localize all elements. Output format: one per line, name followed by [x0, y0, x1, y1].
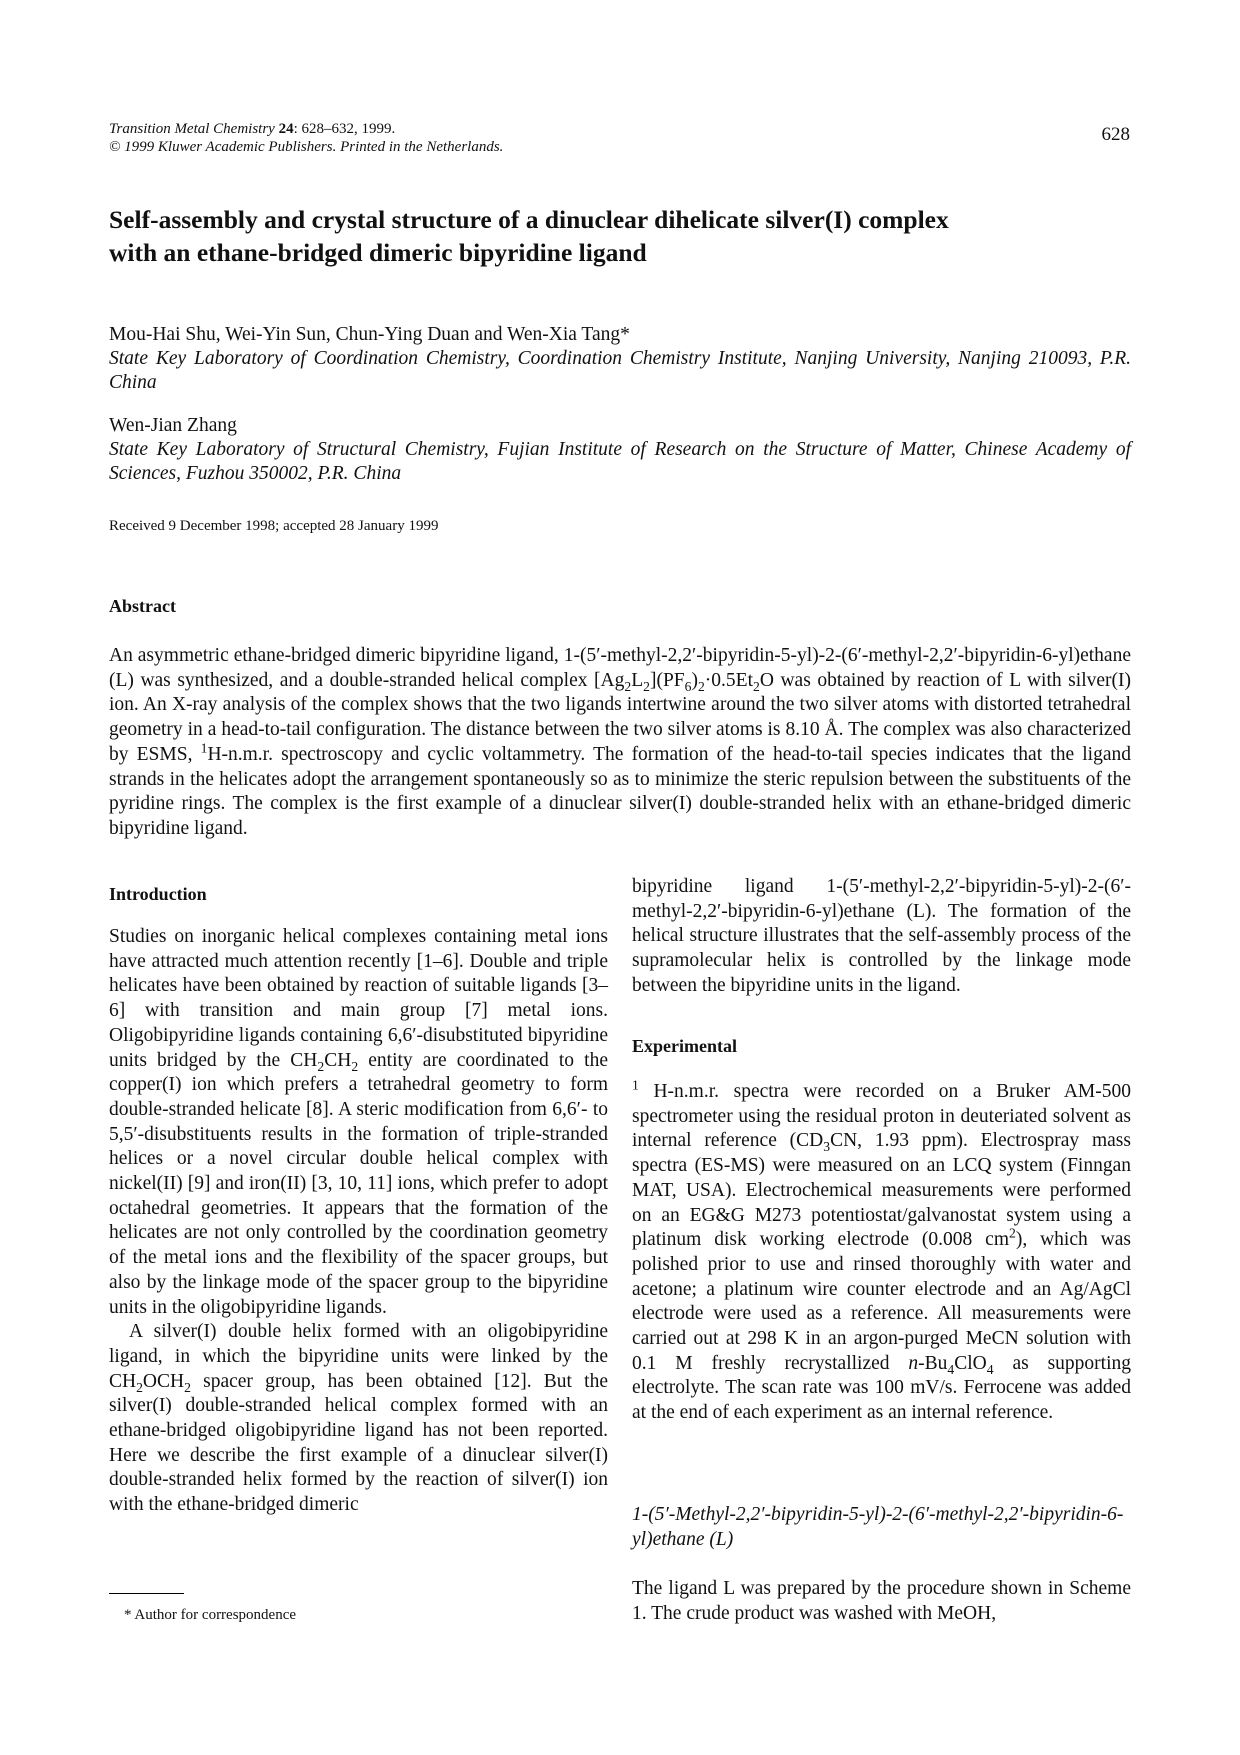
abstract-text: An asymmetric ethane-bridged dimeric bipyridine ligand, 1-(5′-methyl-2,2′-bipyridin-5-yl)-2-(6′-methyl-2,2′-bipyridin-6-yl)ethane (L) was synthesized, and a double-stranded helical complex $[Ag_2L_2](PF_6)_2\cdot 0.5Et_2O$ was obtained by reaction of L with silver(I) ion. An X-ray analysis of the complex shows that the two ligands intertwine around the two silver atoms with distorted tetrahedral geometry in a head-to-tail configuration. The distance between the two silver atoms is 8.10 Å. The complex was also characterized by ESMS, $^1$H-n.m.r. spectroscopy and cyclic voltammetry. The formation of the head-to-tail species indicates that the ligand strands in the helicates adopt the arrangement spontaneously so as to minimize the steric repulsion between the substituents of the pyridine rings. The complex is the first example of a dinuclear silver(I) double-stranded helix with an ethane-bridged dimeric bipyridine ligand.	[109, 645, 1131, 839]
intro-paragraph-1: Studies on inorganic helical complexes containing metal ions have attracted much attention recently [1–6]. Double and triple helicates have been obtained by reaction of suitable ligands [3–6] with transition and main group [7] metal ions. Oligobipyridine ligands containing 6,6′-disubstituted bipyridine units bridged by the $CH_2CH_2$ entity are coordinated to the copper(I) ion which prefers a tetrahedral geometry to form double-stranded helicate [8]. A steric modification from 6,6′- to 5,5′-disubstituents results in the formation of triple-stranded helices or a novel circular double helical complex with nickel(II) [9] and iron(II) [3, 10, 11] ions, which prefer to adopt octahedral geometries. It appears that the formation of the helicates are not only controlled by the coordination geometry of the metal ions and the flexibility of the spacer groups, but also by the linkage mode of the spacer group to the bipyridine units in the oligobipyridine ligands.	[109, 926, 608, 1318]
journal-copyright: © 1999 Kluwer Academic Publishers. Printed in the Netherlands.	[109, 139, 504, 155]
experimental-body: $^1$ H-n.m.r. spectra were recorded on a Bruker AM-500 spectrometer using the residual proton in deuteriated solvent as internal reference ($CD_3CN$, 1.93 ppm). Electrospray mass spectra (ES-MS) were measured on an LCQ system (Finngan MAT, USA). Electrochemical measurements were performed on an EG&G M273 potentiostat/galvanostat system using a platinum disk working electrode (0.008 $cm^2$), which was polished prior to use and rinsed thoroughly with water and acetone; a platinum wire counter electrode and an Ag/AgCl electrode were used as a reference. All measurements were carried out at 298 K in an argon-purged MeCN solution with 0.1 M freshly recrystallized $n-Bu_4ClO_4$ as supporting electrolyte. The scan rate was 100 mV/s. Ferrocene was added at the end of each experiment as an internal reference.	[632, 1077, 1131, 1424]
journal-pages-year: : 628–632, 1999.	[293, 121, 396, 137]
author-block-2	[109, 414, 1131, 486]
abstract-heading: Abstract	[109, 596, 176, 616]
received-dates: Received 9 December 1998; accepted 28 January 1999	[109, 518, 439, 534]
journal-volume: 24	[278, 121, 294, 137]
journal-header	[109, 120, 503, 156]
footnote-divider	[109, 1593, 184, 1594]
title-line-1: Self-assembly and crystal structure of a dinuclear dihelicate silver(I) complex	[109, 205, 949, 234]
introduction-heading: Introduction	[109, 884, 207, 904]
journal-citation	[109, 120, 503, 138]
author-list-1: Mou-Hai Shu, Wei-Yin Sun, Chun-Ying Duan and Wen-Xia Tang*	[109, 324, 630, 345]
experimental-heading: Experimental	[632, 1036, 737, 1056]
ligand-paragraph: The ligand L was prepared by the procedure shown in Scheme 1. The crude product was washed with MeOH,	[632, 1578, 1131, 1624]
ligand-subheading: 1-(5′-Methyl-2,2′-bipyridin-5-yl)-2-(6′-methyl-2,2′-bipyridin-6-yl)ethane (L)	[632, 1504, 1124, 1550]
article-title	[109, 203, 1139, 269]
journal-name: Transition Metal Chemistry	[109, 121, 275, 137]
title-line-2: with an ethane-bridged dimeric bipyridine ligand	[109, 238, 647, 267]
intro-continuation: bipyridine ligand 1-(5′-methyl-2,2′-bipyridin-5-yl)-2-(6′-methyl-2,2′-bipyridin-6-yl)ethane (L). The formation of the helical structure illustrates that the self-assembly process of the supramolecular helix is controlled by the linkage mode between the bipyridine units in the ligand.	[632, 876, 1131, 996]
introduction-body	[109, 925, 608, 1518]
affiliation-2: State Key Laboratory of Structural Chemistry, Fujian Institute of Research on the Structure of Matter, Chinese Academy of Sciences, Fuzhou 350002, P.R. China	[109, 439, 1131, 484]
footnote: * Author for correspondence	[124, 1607, 297, 1623]
author-list-2: Wen-Jian Zhang	[109, 415, 237, 436]
author-block-1	[109, 323, 1131, 395]
affiliation-1: State Key Laboratory of Coordination Chemistry, Coordination Chemistry Institute, Nanjing University, Nanjing 210093, P.R. China	[109, 348, 1131, 393]
page-number: 628	[1101, 124, 1130, 145]
intro-paragraph-2: A silver(I) double helix formed with an oligobipyridine ligand, in which the bipyridine units were linked by the $CH_2OCH_2$ spacer group, has been obtained [12]. But the silver(I) double-stranded helical complex formed with an ethane-bridged oligobipyridine ligand has not been reported. Here we describe the first example of a dinuclear silver(I) double-stranded helix formed by the reaction of silver(I) ion with the ethane-bridged dimeric	[109, 1321, 608, 1516]
